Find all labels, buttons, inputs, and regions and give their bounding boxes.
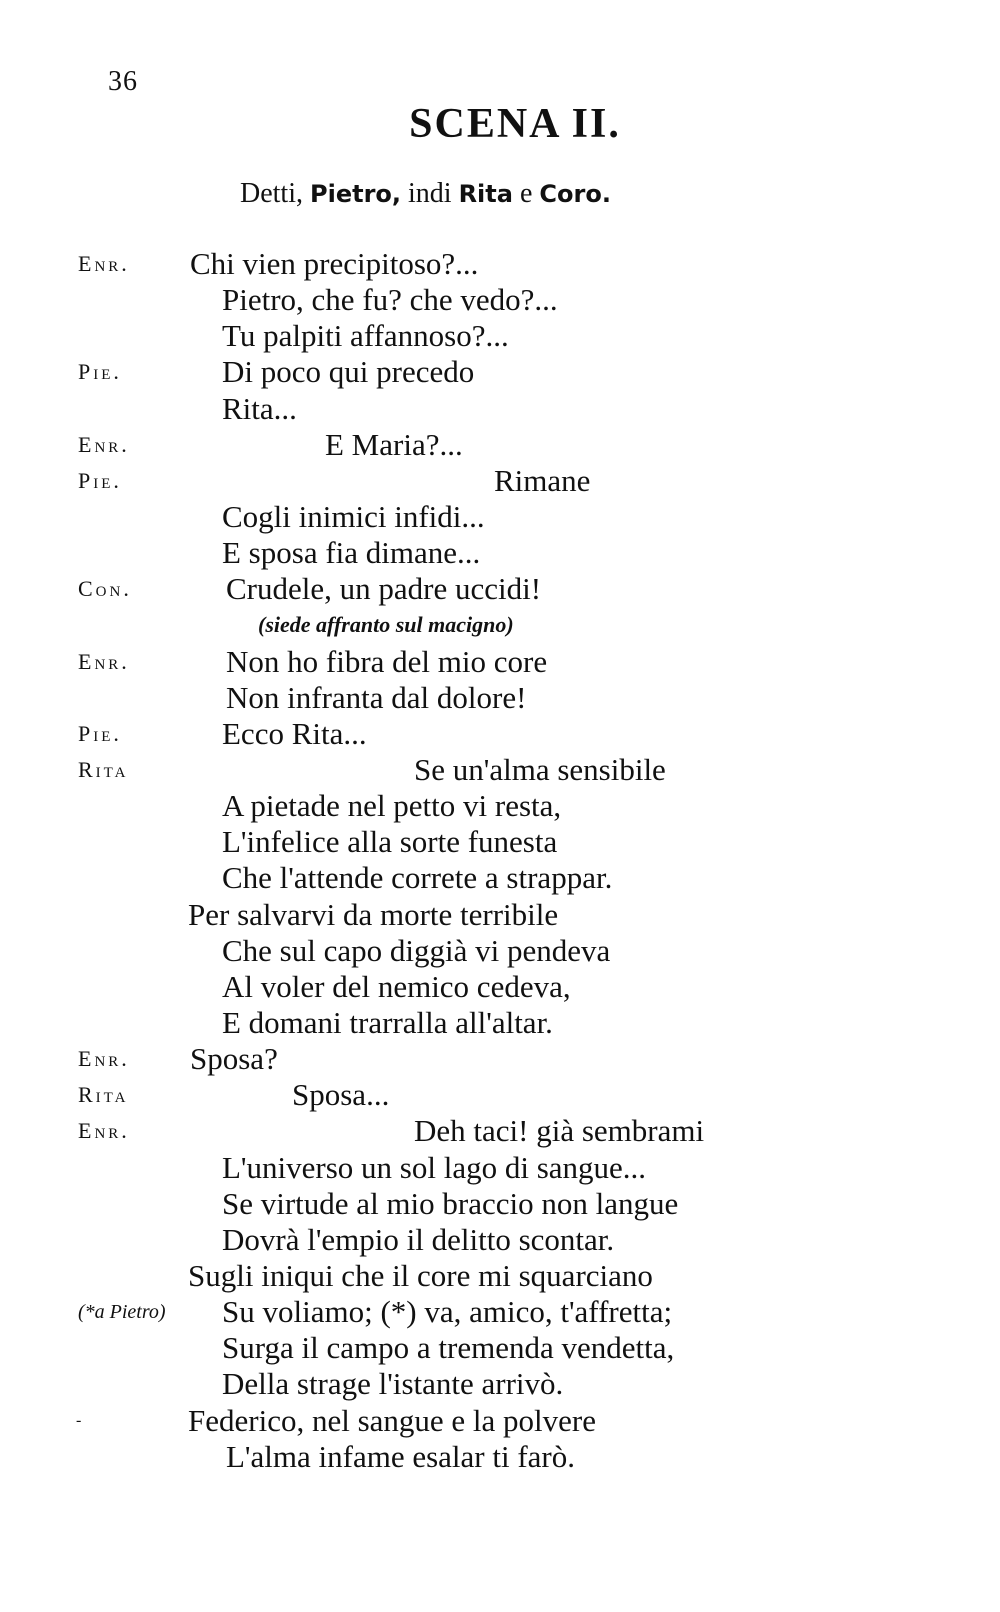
verse-text: Non ho fibra del mio core <box>226 643 548 679</box>
verse-text: Ecco Rita... <box>222 715 367 751</box>
verse-text: Se virtude al mio braccio non langue <box>222 1185 679 1221</box>
verse-line <box>0 391 1000 427</box>
speaker-label: Con. <box>78 576 132 602</box>
margin-mark: - <box>76 1411 82 1429</box>
verse-text: Di poco qui precedo <box>222 354 475 390</box>
stage-direction: (siede affranto sul macigno) <box>258 612 514 638</box>
verse-line <box>0 1222 1000 1258</box>
verse-text: Che l'attende correte a strappar. <box>222 860 613 896</box>
verse-text: Chi vien precipitoso?... <box>190 246 479 281</box>
verse-text: L'universo un sol lago di sangue... <box>222 1149 647 1185</box>
cast-text: Detti, <box>240 178 303 209</box>
verse-line <box>0 1258 1000 1294</box>
verse-line <box>0 499 1000 535</box>
verse-line <box>0 1186 1000 1222</box>
verse-text: Pietro, che fu? che vedo?... <box>222 282 558 318</box>
verse-line <box>0 1403 1000 1439</box>
verse-line <box>0 318 1000 354</box>
verse-line <box>0 246 1000 282</box>
verse-text: Che sul capo diggià vi pendeva <box>222 932 611 968</box>
speaker-label: Rita <box>78 756 129 782</box>
verse-line <box>0 752 1000 788</box>
verse-block <box>0 246 1000 1475</box>
verse-text: Tu palpiti affannoso?... <box>222 318 509 354</box>
verse-text: Deh taci! già sembrami <box>414 1113 705 1149</box>
verse-line <box>0 1330 1000 1366</box>
verse-line <box>0 1005 1000 1041</box>
verse-line <box>0 680 1000 716</box>
speaker-label: Pie. <box>78 359 122 385</box>
speaker-label: Rita <box>78 1082 129 1108</box>
verse-line <box>0 427 1000 463</box>
verse-line <box>0 969 1000 1005</box>
verse-text: A pietade nel petto vi resta, <box>222 788 562 824</box>
verse-text: Su voliamo; (*) va, amico, t'affretta; <box>222 1294 673 1330</box>
verse-text: Sposa... <box>292 1077 390 1113</box>
verse-text: Crudele, un padre uccidi! <box>226 571 542 607</box>
verse-text: Federico, nel sangue e la polvere <box>188 1402 596 1438</box>
cast-name-rita: Rita <box>458 180 513 208</box>
verse-line <box>0 1294 1000 1330</box>
cast-line <box>240 178 611 210</box>
speaker-label: Enr. <box>78 1046 130 1072</box>
verse-line <box>0 1041 1000 1077</box>
verse-line <box>0 716 1000 752</box>
verse-line <box>0 463 1000 499</box>
verse-line <box>0 644 1000 680</box>
verse-text: L'alma infame esalar ti farò. <box>226 1438 575 1474</box>
speaker-label: Enr. <box>78 431 130 457</box>
stage-direction-line <box>0 607 1000 643</box>
verse-text: Sugli iniqui che il core mi squarciano <box>188 1257 653 1293</box>
verse-text: Per salvarvi da morte terribile <box>188 896 559 932</box>
verse-line <box>0 354 1000 390</box>
speaker-label: Enr. <box>78 251 130 276</box>
verse-text: Surga il campo a tremenda vendetta, <box>222 1330 675 1366</box>
cast-name-pietro: Pietro, <box>310 180 402 208</box>
verse-line <box>0 933 1000 969</box>
verse-line <box>0 282 1000 318</box>
verse-line <box>0 1113 1000 1149</box>
verse-line <box>0 535 1000 571</box>
cast-text: e <box>519 178 533 209</box>
verse-text: E sposa fia dimane... <box>222 535 481 571</box>
verse-text: E Maria?... <box>325 426 463 462</box>
page-number: 36 <box>108 66 138 97</box>
verse-text: Non infranta dal dolore! <box>226 679 527 715</box>
verse-text: L'infelice alla sorte funesta <box>222 824 558 860</box>
verse-text: Della strage l'istante arrivò. <box>222 1366 564 1402</box>
verse-line <box>0 897 1000 933</box>
verse-line <box>0 1366 1000 1402</box>
verse-line <box>0 1077 1000 1113</box>
verse-text: Se un'alma sensibile <box>414 751 666 787</box>
verse-text: Cogli inimici infidi... <box>222 498 485 534</box>
speaker-label: Enr. <box>78 648 130 674</box>
verse-line <box>0 860 1000 896</box>
verse-text: Sposa? <box>190 1041 278 1077</box>
speaker-label: Pie. <box>78 467 122 493</box>
verse-text: Rimane <box>494 462 591 498</box>
verse-text: Al voler del nemico cedeva, <box>222 968 571 1004</box>
verse-line <box>0 571 1000 607</box>
speaker-label: Enr. <box>78 1118 130 1144</box>
cast-text: indi <box>408 178 452 209</box>
verse-line <box>0 1439 1000 1475</box>
scene-title: SCENA II. <box>409 101 621 147</box>
verse-text: Rita... <box>222 390 297 426</box>
verse-line <box>0 788 1000 824</box>
verse-line <box>0 1150 1000 1186</box>
verse-text: E domani trarralla all'altar. <box>222 1004 553 1040</box>
cast-name-coro: Coro. <box>539 180 611 208</box>
verse-text: Dovrà l'empio il delitto scontar. <box>222 1221 615 1257</box>
aside-direction: (*a Pietro) <box>78 1301 166 1324</box>
speaker-label: Pie. <box>78 720 122 746</box>
verse-line <box>0 824 1000 860</box>
